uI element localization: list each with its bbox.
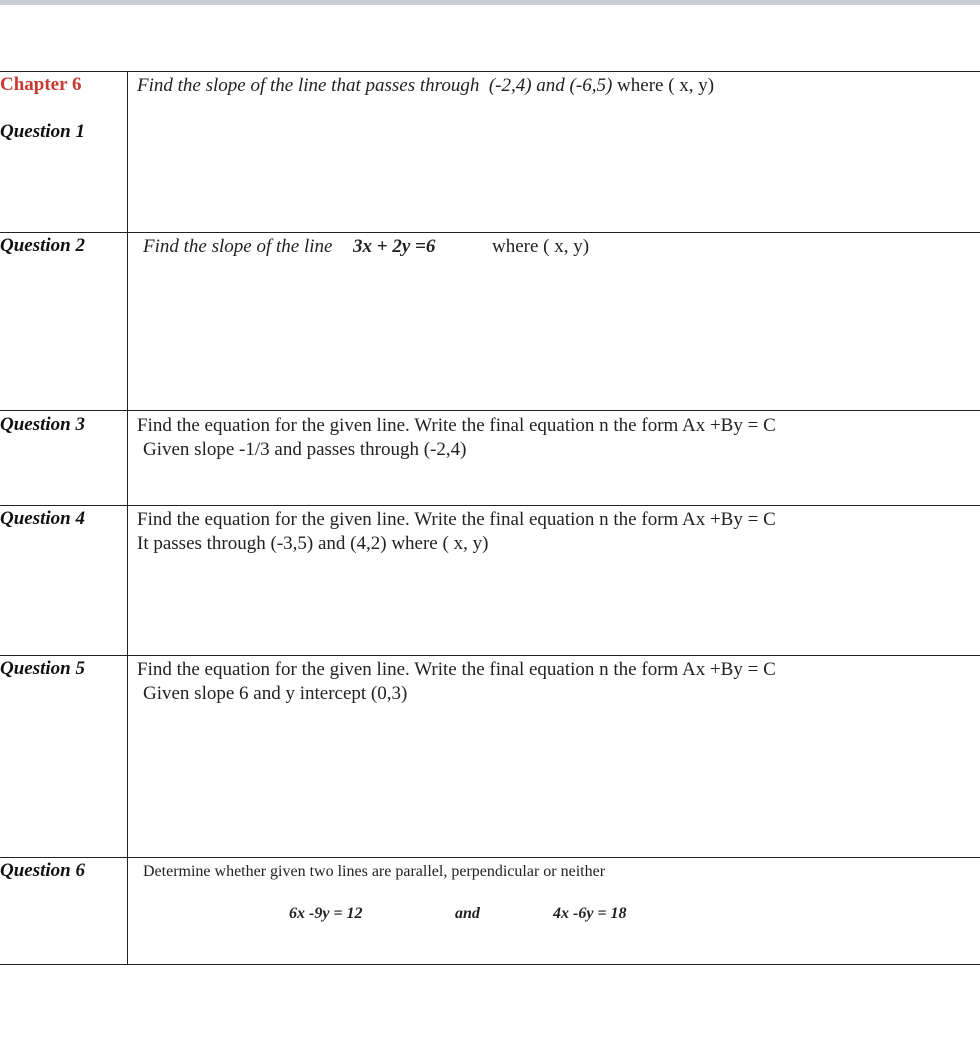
row-divider — [0, 232, 980, 233]
top-bar — [0, 0, 980, 5]
question-5-line1: Find the equation for the given line. Write the final equation n the form Ax +By = C — [137, 659, 776, 680]
chapter-title: Chapter 6 — [0, 74, 82, 95]
row-divider — [0, 857, 980, 858]
question-6-line1: Determine whether given two lines are parallel, perpendicular or neither — [143, 863, 606, 880]
question-1-text — [137, 74, 714, 97]
question-3-label: Question 3 — [0, 414, 85, 435]
question-5-label: Question 5 — [0, 658, 85, 679]
row-divider — [0, 505, 980, 506]
question-6-equation-2: 4x -6y = 18 — [553, 905, 627, 922]
question-2-prompt: Find the slope of the line — [143, 236, 333, 257]
question-2-equation: 3x + 2y =6 — [353, 236, 436, 257]
question-4-line1: Find the equation for the given line. Write the final equation n the form Ax +By = C — [137, 509, 776, 530]
row-divider — [0, 410, 980, 411]
question-2-suffix: where ( x, y) — [492, 236, 590, 257]
question-6-conjunction: and — [455, 905, 480, 922]
table-border-bottom — [0, 964, 980, 965]
question-3-line1: Find the equation for the given line. Write the final equation n the form Ax +By = C — [137, 415, 776, 436]
column-divider — [127, 71, 128, 965]
question-6-label: Question 6 — [0, 860, 85, 881]
question-1-points: (-2,4) and (-6,5) — [488, 75, 613, 96]
table-border-top — [0, 71, 980, 72]
question-4-line2: It passes through (-3,5) and (4,2) where ( x, y) — [137, 533, 489, 554]
question-2-label: Question 2 — [0, 235, 85, 256]
question-3-line2: Given slope -1/3 and passes through (-2,4) — [143, 439, 467, 460]
question-6-equation-1: 6x -9y = 12 — [289, 905, 363, 922]
row-divider — [0, 655, 980, 656]
question-4-label: Question 4 — [0, 508, 85, 529]
question-1-suffix: where ( x, y) — [617, 75, 715, 96]
question-5-line2: Given slope 6 and y intercept (0,3) — [143, 683, 408, 704]
question-1-prompt: Find the slope of the line that passes through — [137, 75, 480, 96]
question-1-label: Question 1 — [0, 121, 85, 142]
